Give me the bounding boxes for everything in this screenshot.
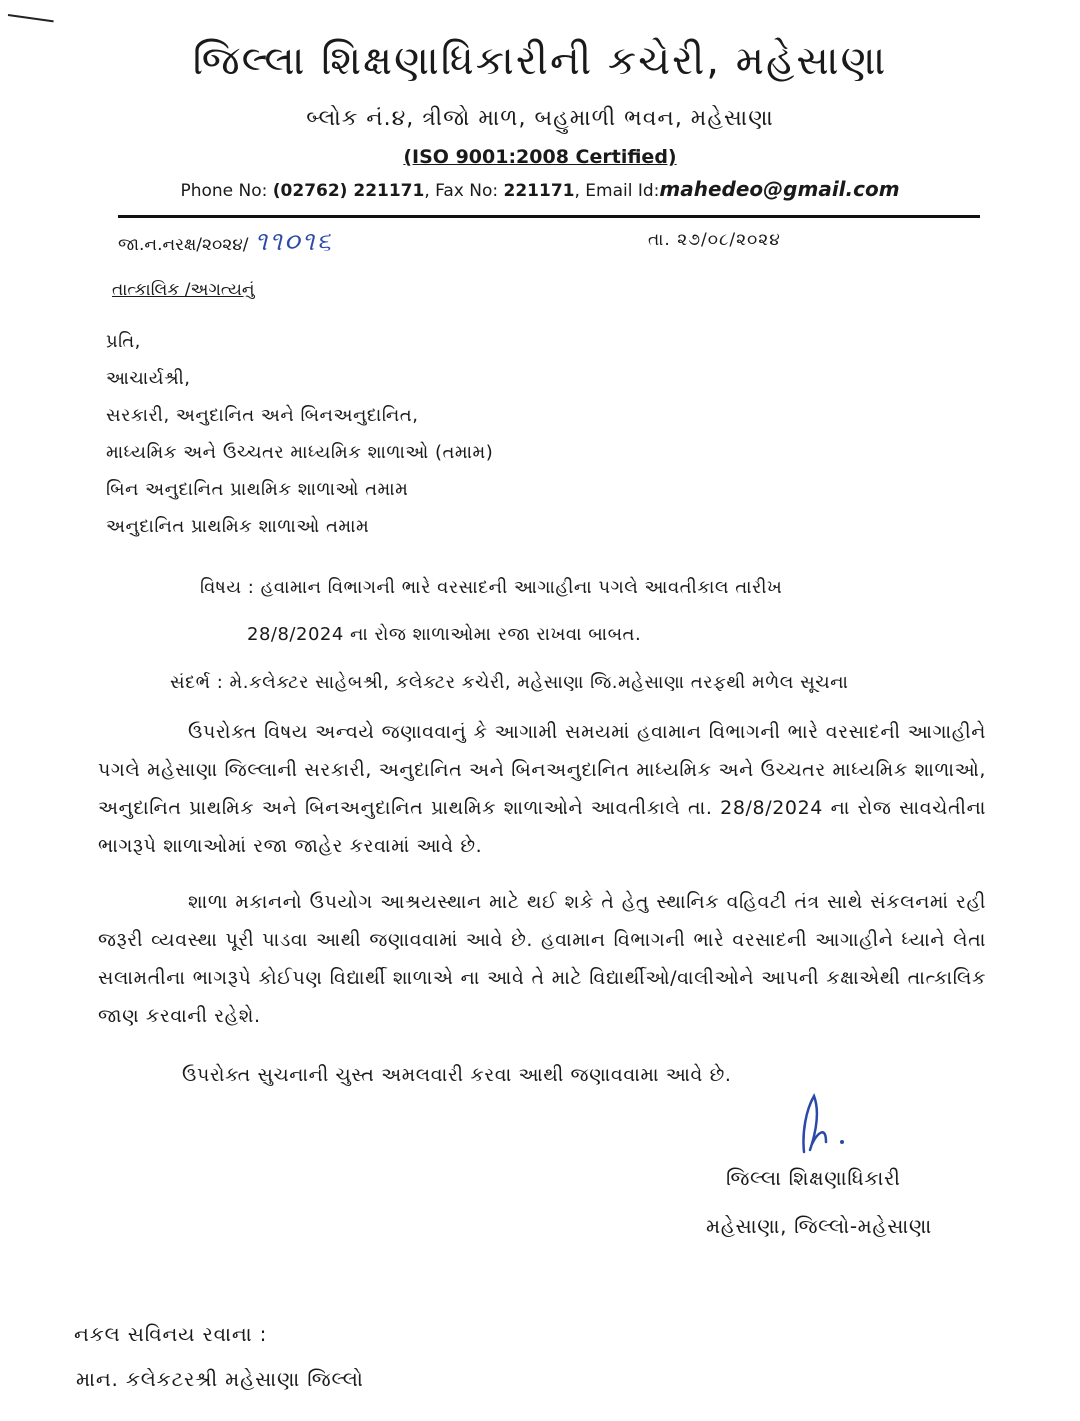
corner-pen-mark xyxy=(8,14,54,22)
reference-line: સંદર્ભ : મે.કલેક્ટર સાહેબશ્રી, કલેક્ટર કચેરી, મહેસાણા જિ.મહેસાણા તરફથી મળેલ સૂચના xyxy=(170,672,849,693)
body-paragraph-2: શાળા મકાનનો ઉપયોગ આશ્રયસ્થાન માટે થઈ શકે તે હેતુ સ્થાનિક વહિવટી તંત્ર સાથે સંકલનમાં રહી જરૂરી વ્યવસ્થા પૂરી પાડવા આથી જણાવવામાં આવે છે. હવામાન વિભાગની ભારે વરસાદની આગાહીને ધ્યાને લેતા સલામતીના ભાગરૂપે કોઈપણ વિદ્યાર્થી શાળાએ ના આવે તે માટે વિદ્યાર્થીઓ/વાલીઓને આપની કક્ષાએથી તાત્કાલિક જાણ કરવાની રહેશે. xyxy=(98,891,986,1027)
reference-number xyxy=(118,227,333,258)
reference-prefix: જા.ન.નરક્ષ/૨૦૨૪/ xyxy=(118,235,249,255)
header-divider xyxy=(118,215,980,218)
closing-line: ઉપરોક્ત સુચનાની ચુસ્ત અમલવારી કરવા આથી જણાવવામા આવે છે. xyxy=(182,1064,732,1086)
letter-date: તા. ૨૭/૦૮/૨૦૨૪ xyxy=(648,230,781,250)
body-paragraph-1: ઉપરોક્ત વિષય અન્વયે જણાવવાનું કે આગામી સમયમાં હવામાન વિભાગની ભારે વરસાદની આગાહીને પગલે મહેસાણા જિલ્લાની સરકારી, અનુદાનિત અને બિનઅનુદાનિત માધ્યમિક અને ઉચ્ચતર માધ્યમિક શાળાઓ, અનુદાનિત પ્રાથમિક અને બિનઅનુદાનિત પ્રાથમિક શાળાઓને આવતીકાલે તા. 28/8/2024 ના રોજ સાવચેતીના ભાગરૂપે શાળાઓમાં રજા જાહેર કરવામાં આવે છે. xyxy=(98,721,986,857)
signature-mark xyxy=(796,1092,856,1156)
subject-line-2: 28/8/2024 ના રોજ શાળાઓમા રજા રાખવા બાબત. xyxy=(247,624,642,645)
fax-label: , Fax No: xyxy=(424,181,504,201)
fax-number: 221171 xyxy=(503,181,575,201)
recipient-line: અનુદાનિત પ્રાથમિક શાળાઓ તમામ xyxy=(106,516,370,537)
subject-line-1: વિષય : હવામાન વિભાગની ભારે વરસાદની આગાહીના પગલે આવતીકાલ તારીખ xyxy=(200,577,783,598)
handwritten-reference-number: ૧૧૦૧૬ xyxy=(254,227,333,257)
recipient-line: પ્રતિ, xyxy=(106,331,141,352)
recipient-line: માધ્યમિક અને ઉચ્ચતર માધ્યમિક શાળાઓ (તમામ) xyxy=(106,442,494,463)
iso-certification: (ISO 9001:2008 Certified) xyxy=(403,146,677,168)
email-label: , Email Id: xyxy=(574,181,660,201)
recipient-line: બિન અનુદાનિત પ્રાથમિક શાળાઓ તમામ xyxy=(106,479,409,500)
office-address: બ્લોક નં.૪, ત્રીજો માળ, બહુમાળી ભવન, મહેસાણા xyxy=(306,106,774,131)
signatory-title: જિલ્લા શિક્ષણાધિકારી xyxy=(726,1166,901,1190)
copy-forwarded-heading: નકલ સવિનય રવાના : xyxy=(74,1322,268,1346)
urgency-label: તાત્કાલિક /અગત્યનું xyxy=(112,280,255,300)
phone-number: (02762) 221171 xyxy=(272,181,425,201)
office-title: જિલ્લા શિક્ષણાધિકારીની કચેરી, મહેસાણા xyxy=(192,38,888,84)
recipient-line: સરકારી, અનુદાનિત અને બિનઅનુદાનિત, xyxy=(106,405,419,426)
contact-line xyxy=(0,177,1080,201)
email-address: mahedeo@gmail.com xyxy=(659,177,900,201)
copy-recipient: માન. કલેકટરશ્રી મહેસાણા જિલ્લો xyxy=(76,1367,364,1391)
phone-label: Phone No: xyxy=(180,181,273,201)
signatory-place: મહેસાણા, જિલ્લો-મહેસાણા xyxy=(706,1214,932,1238)
recipient-line: આચાર્યશ્રી, xyxy=(106,368,191,389)
